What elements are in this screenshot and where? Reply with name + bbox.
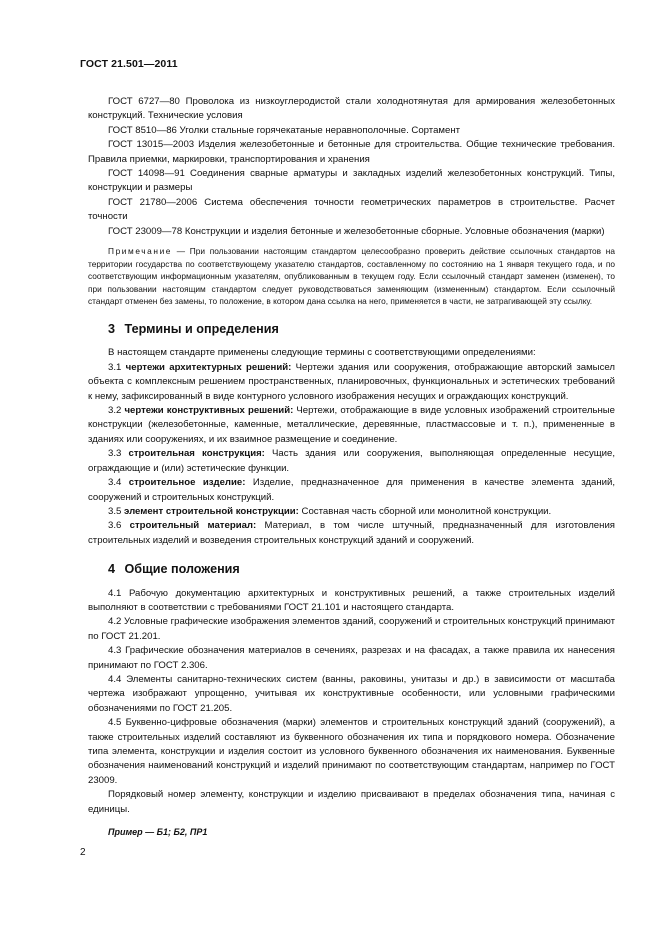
term-definition [88,404,615,447]
clause: Порядковый номер элементу, конструкции и изделию присваивают в пределах обозначения типа, начиная с единицы. [88,789,615,815]
clause: 4.2 Условные графические изображения элементов зданий, сооружений и строительных конструкций принимают по ГОСТ 21.201. [88,616,615,642]
term-number: 3.5 [108,505,122,517]
definition: Чертежи, отображающие в виде условных изображений строительные конструкции (железобетонные, каменные, металлические, деревянные, пластмассовые и т. п.), примененные в зданиях или сооружениях, и их взаимное размещение и соединение. [88,405,615,445]
definition: Изделие, предназначенное для применения в качестве элемента зданий, сооружений и строительных конструкций. [88,477,615,503]
section-3-heading [108,322,615,336]
term-number: 3.6 [108,520,122,532]
section-title: Термины и определения [124,322,279,337]
term-definition [88,519,615,548]
clause: 4.5 Буквенно-цифровые обозначения (марки) элементов и строительных конструкций зданий (сооружений), а также строительных изделий составляют из буквенного обозначения их типа и порядкового номера. Обозначение типа элемента, конструкции и изделия состоит из условного буквенного обозначения их наименования. Буквенные обозначения наименований конструкций и изделий принимают по соответствующим стандартам, например по ГОСТ 23009. [88,717,615,786]
note-text: — При пользовании настоящим стандартом целесообразно проверить действие ссылочных стандартов на территории государства по соответствующему указателю стандартов, составленному по состоянию на 1 января текущего года, и по соответствующим информационным указателям, опубликованным в текущем году. Если ссылочный стандарт заменен (изменен), то при пользовании настоящим стандартом следует руководствоваться заменяющим (измененным) стандартом. Если ссылочный стандарт отменен без замены, то положение, в котором дана ссылка на него, применяется в части, не затрагивающей эту ссылку. [88,246,615,307]
section-number: 3 [108,322,116,337]
reference-item: ГОСТ 6727—80 Проволока из низкоуглеродистой стали холоднотянутая для армирования железобетонных конструкций. Технические условия [88,96,615,122]
term: строительный материал: [129,520,257,532]
clause: 4.3 Графические обозначения материалов в сечениях, разрезах и на фасадах, а также правила их нанесения принимают по ГОСТ 2.306. [88,645,615,671]
note [88,245,615,308]
term-number: 3.1 [108,361,122,373]
definition: Чертежи здания или сооружения, отображающие авторский замысел объекта с комплексным решением пространственных, планировочных, функциональных и эстетических требований к нему, зафиксированный в виде контурного условного изображения несущих и ограждающих конструкций. [88,361,615,402]
reference-item: ГОСТ 14098—91 Соединения сварные арматуры и закладных изделий железобетонных конструкций. Типы, конструкции и размеры [88,168,615,194]
term-definition [88,361,615,404]
example-text: Б1; Б2, ПР1 [154,827,208,838]
term: строительная конструкция: [128,448,265,460]
term: чертежи конструктивных решений: [124,405,294,417]
reference-item: ГОСТ 8510—86 Уголки стальные горячекатаные неравнополочные. Сортамент [108,124,461,136]
term-definition [88,476,615,505]
section-number: 4 [108,562,116,577]
term-definition [88,447,615,476]
page-number: 2 [80,847,86,858]
clause: 4.1 Рабочую документацию архитектурных и конструктивных решений, а также строительных изделий выполняют в соответствии с требованиями ГОСТ 21.101 и настоящего стандарта. [88,587,615,613]
reference-item: ГОСТ 23009—78 Конструкции и изделия бетонные и железобетонные сборные. Условные обозначения (марки) [108,225,605,237]
definition: Материал, в том числе штучный, предназначенный для изготовления строительных изделий и возведения строительных конструкций зданий и сооружений. [88,520,615,546]
page-header: ГОСТ 21.501—2011 [80,58,178,70]
section-intro: В настоящем стандарте применены следующие термины с соответствующими определениями: [108,347,536,359]
term: чертежи архитектурных решений: [125,361,292,373]
term: строительное изделие: [128,477,246,489]
example [88,825,615,839]
reference-item: ГОСТ 13015—2003 Изделия железобетонные и бетонные для строительства. Общие технические требования. Правила приемки, маркировки, транспортирования и хранения [88,139,615,165]
term-number: 3.2 [108,405,122,417]
note-label: Примечание [108,246,173,257]
clause: 4.4 Элементы санитарно-технических систем (ванны, раковины, унитазы и др.) в зависимости от масштаба чертежа изображают упрощенно, учитывая их конструктивные особенности, или условными графическими обозначениями по ГОСТ 21.205. [88,673,615,714]
page-content [88,95,615,839]
term-definition [88,505,615,519]
example-label: Пример — [108,827,155,838]
term-number: 3.3 [108,448,122,460]
definition: Составная часть сборной или монолитной конструкции. [298,505,552,517]
term-number: 3.4 [108,477,122,489]
term: элемент строительной конструкции: [124,505,299,517]
definition: Часть здания или сооружения, выполняющая определенные несущие, ограждающие и (или) эстетические функции. [88,448,615,474]
section-title: Общие положения [124,562,240,577]
section-4-heading [108,562,615,576]
reference-item: ГОСТ 21780—2006 Система обеспечения точности геометрических параметров в строительстве. Расчет точности [88,196,615,223]
